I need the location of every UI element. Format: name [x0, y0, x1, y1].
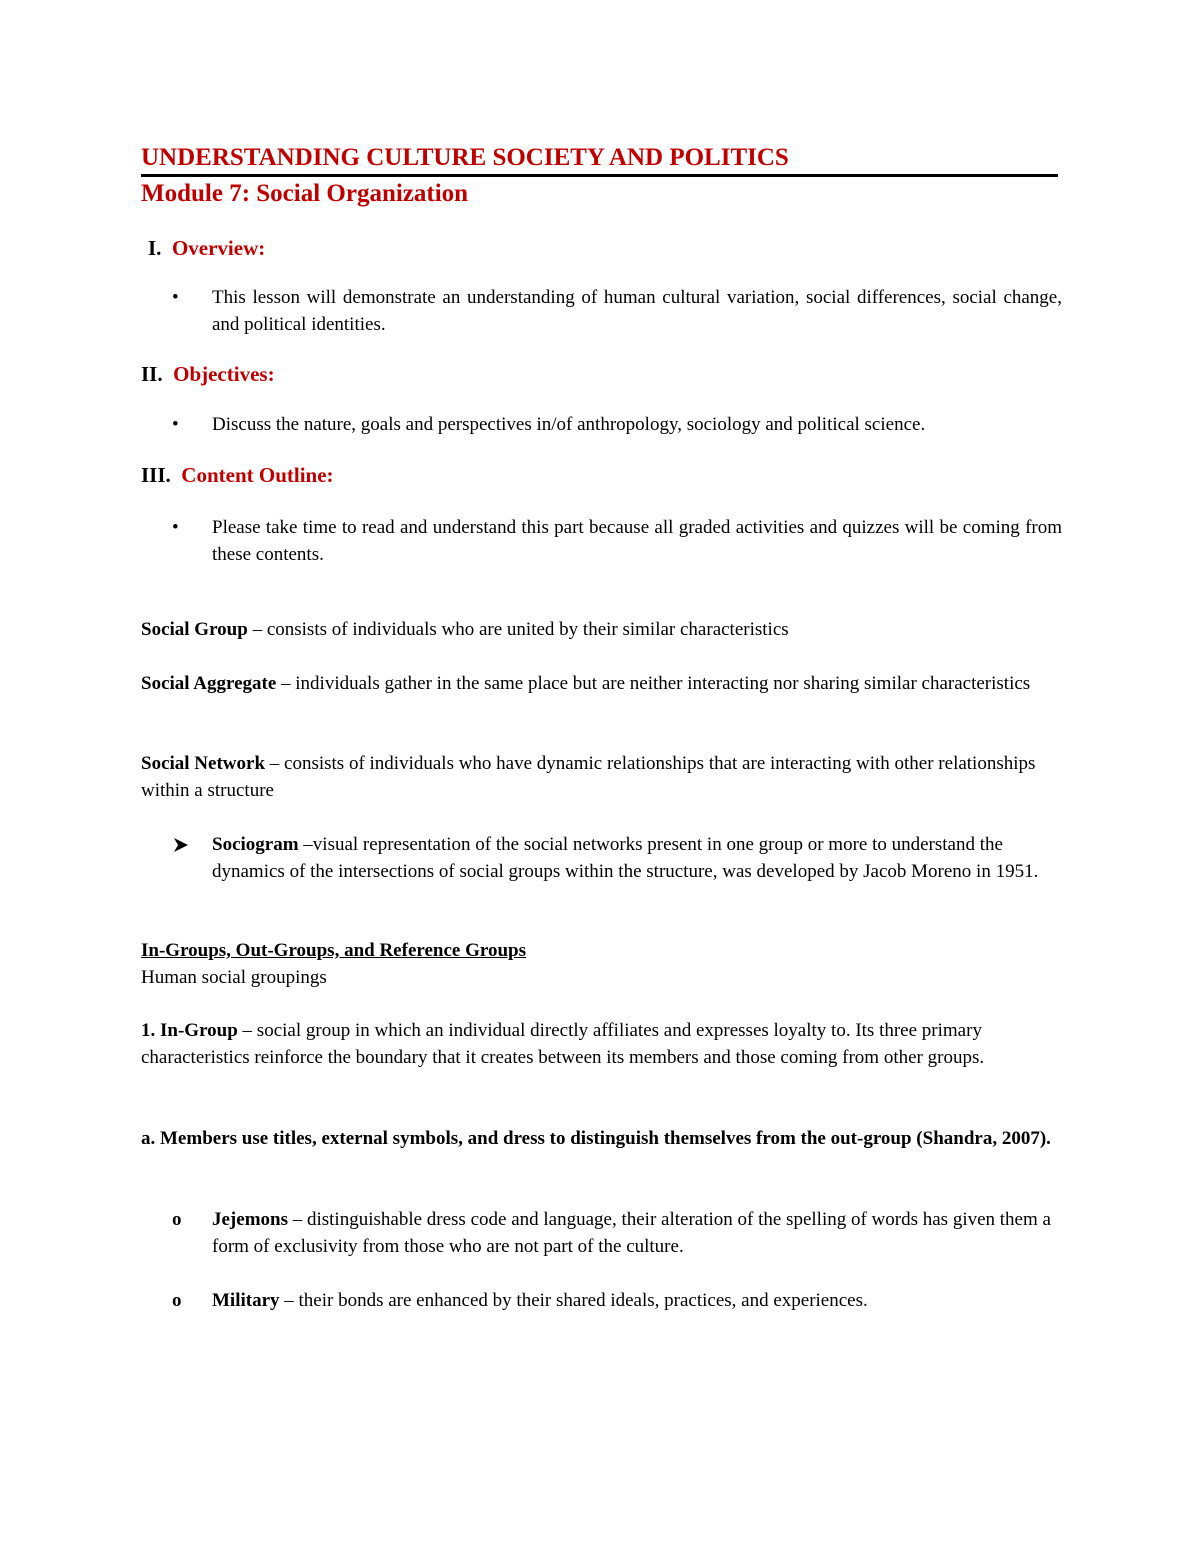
term: Sociogram [212, 834, 299, 855]
definition-text: –visual representation of the social networks present in one group or more to understand the dynamics of the intersections of social groups within the structure, was developed by Jacob Moreno in 1951. [212, 834, 1039, 882]
arrowhead-bullet-icon [172, 831, 202, 862]
definition-social-network [141, 750, 1061, 804]
definition-text: – consists of individuals who have dynamic relationships that are interacting with other relationships within a structure [141, 753, 1036, 801]
groups-heading-text: In-Groups, Out-Groups, and Reference Groups [141, 940, 526, 961]
term: Social Group [141, 619, 248, 640]
term: 1. In-Group [141, 1020, 238, 1041]
definition-text: – their bonds are enhanced by their shared ideals, practices, and experiences. [279, 1290, 868, 1311]
section-heading-overview [148, 234, 265, 262]
example-military [172, 1287, 1062, 1317]
term: Jejemons [212, 1209, 288, 1230]
groups-heading [141, 937, 1061, 964]
bullet-text: This lesson will demonstrate an understanding of human cultural variation, social differences, social change, and political identities. [212, 287, 1062, 335]
objectives-bullet [172, 411, 1062, 441]
section-label: Content Outline: [181, 463, 334, 487]
section-number: II. [141, 362, 163, 386]
module-title: Module 7: Social Organization [141, 180, 469, 207]
circle-bullet-marker: o [172, 1290, 182, 1311]
groups-subheading: Human social groupings [141, 967, 327, 988]
point-a: a. Members use titles, external symbols, and dress to distinguish themselves from the out-group (Shandra, 2007). [141, 1128, 1051, 1149]
in-group-definition [141, 1017, 1061, 1071]
circle-bullet-marker: o [172, 1209, 182, 1230]
section-label: Objectives: [173, 362, 275, 386]
example-text [212, 1206, 1062, 1260]
definition-social-aggregate [141, 670, 1061, 697]
section-number: III. [141, 463, 171, 487]
definition-text: – distinguishable dress code and language, their alteration of the spelling of words has given them a form of exclusivity from those who are not part of the culture. [212, 1209, 1051, 1257]
document-title: UNDERSTANDING CULTURE SOCIETY AND POLITICS [141, 142, 1058, 177]
definition-text: – social group in which an individual directly affiliates and expresses loyalty to. Its three primary characteristics reinforce the boundary that it creates between its members and those coming from other groups. [141, 1020, 985, 1068]
bullet-icon: • [172, 414, 179, 435]
definition-text: – individuals gather in the same place but are neither interacting nor sharing similar characteristics [276, 673, 1031, 694]
section-heading-content-outline [141, 461, 334, 489]
content-outline-bullet [172, 514, 1062, 574]
term: Social Network [141, 753, 266, 774]
sociogram-item [172, 831, 1062, 915]
section-number: I. [148, 236, 162, 260]
bullet-icon: • [172, 517, 179, 538]
definition-text: – consists of individuals who are united by their similar characteristics [247, 619, 789, 640]
section-heading-objectives [141, 360, 275, 388]
overview-bullet [172, 284, 1062, 344]
bullet-text: Discuss the nature, goals and perspectives in/of anthropology, sociology and political science. [212, 414, 926, 435]
definition-social-group [141, 616, 1061, 643]
example-jejemons [172, 1206, 1062, 1262]
bullet-text: Please take time to read and understand this part because all graded activities and quizzes will be coming from these contents. [212, 517, 1062, 565]
section-label: Overview: [171, 236, 266, 260]
example-text [212, 1287, 1062, 1314]
term: Military [212, 1290, 280, 1311]
sociogram-text [212, 831, 1062, 885]
bullet-icon: • [172, 287, 179, 308]
term: Social Aggregate [141, 673, 277, 694]
